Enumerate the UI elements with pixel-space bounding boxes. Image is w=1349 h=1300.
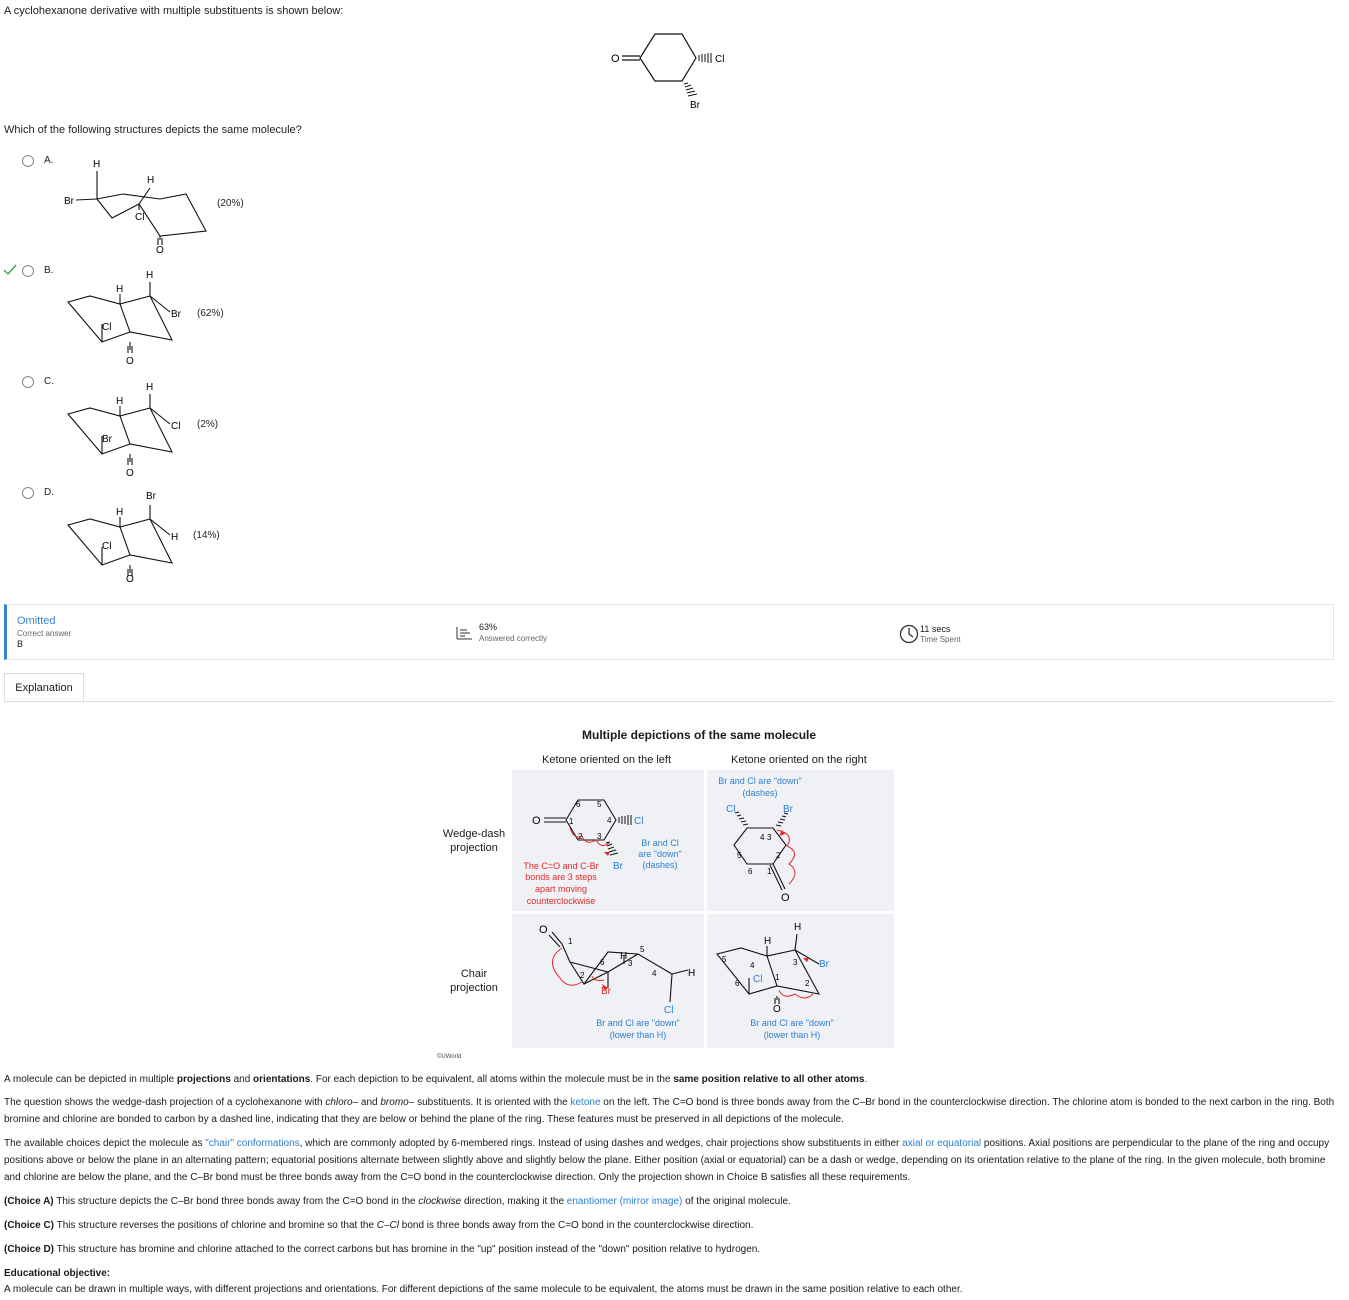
option-d-radio[interactable] [22, 487, 34, 499]
correct-answer-label: Correct answer [17, 629, 72, 638]
svg-text:H: H [688, 968, 696, 979]
svg-text:2: 2 [580, 971, 585, 980]
question-intro: A cyclohexanone derivative with multiple substituents is shown below: [4, 5, 344, 17]
svg-text:1: 1 [569, 817, 574, 826]
svg-text:H: H [620, 951, 628, 962]
bar-chart-icon [455, 625, 473, 641]
figure-col-left: Ketone oriented on the left [542, 754, 672, 766]
svg-text:Cl: Cl [664, 1005, 674, 1016]
svg-text:O: O [156, 245, 164, 256]
option-a-radio[interactable] [22, 155, 34, 167]
svg-text:Cl: Cl [171, 421, 181, 432]
svg-text:Cl: Cl [135, 212, 145, 223]
explanation-paragraph-2: The question shows the wedge-dash projection of a cyclohexanone with chloro– and bromo– substituents. It is oriented with the ketone on the left. The C=O bond is three bonds away from the C–Br bond in the counterclockwise direction. The chlorine atom is bonded to the next carbon in the ring. Both bromine and chlorine are bonded to carbon by a dashed line, indicating that they are below or behind the plane of the ring. These features must be preserved in all depictions of the molecule. [4, 1097, 1335, 1125]
correct-answer-value: B [17, 639, 24, 649]
option-d-structure[interactable] [60, 485, 200, 590]
svg-text:O: O [126, 356, 134, 367]
svg-text:counterclockwise: counterclockwise [526, 896, 596, 906]
percent-correct: 63% [479, 622, 498, 632]
axial-equatorial-link[interactable]: axial or equatorial [902, 1138, 982, 1149]
option-b-structure[interactable] [60, 262, 200, 367]
ketone-link[interactable]: ketone [570, 1097, 601, 1108]
svg-text:H: H [171, 532, 179, 543]
option-c-percent: (2%) [197, 419, 219, 430]
svg-text:5: 5 [597, 800, 602, 809]
option-c-structure[interactable] [60, 374, 200, 479]
educational-objective-text: A molecule can be drawn in multiple ways, with different projections and orientations. For different depictions of the same molecule to be equivalent, the atoms must be drawn in the same position relative to each other. [4, 1284, 963, 1295]
result-stats-bar [4, 604, 1334, 660]
svg-text:4: 4 [607, 816, 612, 825]
explanation-tab[interactable]: Explanation [4, 673, 84, 701]
chair-conformations-link[interactable]: "chair" conformations [205, 1138, 300, 1149]
svg-text:6: 6 [735, 979, 740, 988]
svg-text:(dashes): (dashes) [742, 788, 778, 798]
mol-o: O [611, 53, 620, 65]
choice-d-explanation: (Choice D) This structure has bromine and chlorine attached to the correct carbons but has bromine in the "up" position instead of the "down" position relative to hydrogen. [4, 1244, 761, 1255]
choice-c-explanation: (Choice C) This structure reverses the positions of chlorine and bromine so that the C–Cl bond is three bonds away from the C=O bond in the counterclockwise direction. [4, 1220, 754, 1231]
uworld-copyright: ©UWorld [437, 1054, 462, 1060]
svg-text:are "down": are "down" [638, 849, 682, 859]
result-status: Omitted [17, 615, 56, 627]
tab-divider [4, 701, 1334, 702]
option-c-letter: C. [44, 376, 54, 387]
check-icon [3, 264, 17, 276]
svg-text:Br: Br [819, 959, 829, 970]
svg-text:2: 2 [578, 832, 583, 841]
svg-text:(dashes): (dashes) [642, 860, 678, 870]
explanation-paragraph-1: A molecule can be depicted in multiple projections and orientations. For each depiction to be equivalent, all atoms within the molecule must be in the same position relative to all other atoms. [4, 1074, 868, 1085]
svg-text:Cl: Cl [102, 541, 112, 552]
svg-text:5: 5 [737, 851, 742, 860]
svg-text:bonds are 3 steps: bonds are 3 steps [525, 872, 597, 882]
svg-text:1: 1 [767, 867, 772, 876]
question-molecule [600, 28, 760, 114]
svg-text:1: 1 [775, 973, 780, 982]
svg-text:H: H [146, 270, 154, 281]
svg-text:H: H [93, 159, 101, 170]
svg-text:4: 4 [750, 961, 755, 970]
svg-text:Cl: Cl [753, 974, 763, 985]
svg-text:Cl: Cl [102, 322, 112, 333]
svg-text:H: H [116, 284, 124, 295]
panel-wedge-dash-right [707, 770, 894, 911]
svg-text:apart moving: apart moving [534, 884, 588, 894]
svg-text:H: H [146, 382, 154, 393]
svg-text:H: H [116, 396, 124, 407]
svg-text:O: O [126, 468, 134, 479]
svg-text:H: H [764, 936, 772, 947]
educational-objective-title: Educational objective: [4, 1268, 111, 1279]
option-b-radio[interactable] [22, 265, 34, 277]
svg-text:1: 1 [568, 937, 573, 946]
option-d-letter: D. [44, 487, 54, 498]
svg-text:3: 3 [628, 959, 633, 968]
svg-text:H: H [147, 175, 155, 186]
clock-icon [899, 624, 919, 644]
option-d-percent: (14%) [193, 530, 220, 541]
figure-row1-label: Wedge-dash projection [442, 828, 506, 854]
option-a-percent: (20%) [217, 198, 244, 209]
figure-title: Multiple depictions of the same molecule [582, 728, 817, 742]
svg-text:Cl: Cl [726, 804, 736, 815]
svg-text:Br: Br [171, 309, 181, 320]
svg-text:O: O [773, 1004, 781, 1015]
svg-text:The C=O and C-Br: The C=O and C-Br [523, 861, 599, 871]
panel-chair-left [512, 914, 704, 1048]
svg-text:Br: Br [613, 861, 623, 872]
svg-text:Br: Br [64, 196, 74, 207]
time-spent: 11 secs [920, 624, 951, 634]
option-b-letter: B. [44, 265, 54, 276]
svg-text:O: O [539, 924, 548, 936]
svg-text:(lower than H): (lower than H) [763, 1030, 821, 1040]
enantiomer-link[interactable]: enantiomer (mirror image) [566, 1196, 683, 1207]
svg-text:6: 6 [576, 800, 581, 809]
mol-cl: Cl [715, 54, 725, 65]
svg-text:5: 5 [640, 945, 645, 954]
svg-text:Br and Cl: Br and Cl [641, 838, 679, 848]
option-c-radio[interactable] [22, 376, 34, 388]
svg-text:4: 4 [760, 833, 765, 842]
svg-text:H: H [116, 507, 124, 518]
explanation-paragraph-3: The available choices depict the molecule as "chair" conformations, which are commonly adopted by 6-membered rings. Instead of using dashes and wedges, chair projections show substituents in either axial or equatorial positions. Axial positions are perpendicular to the plane of the ring and occupy positions above or below the plane in an alternating pattern; equatorial positions alternate between slightly above and slightly below the plane. Either position (axial or equatorial) can be a dash or wedge, depending on its orientation relative to the plane of the ring. In the given molecule, both bromine and chlorine are below the plane, and the C–Br bond must be three bonds away from the C=O bond in the counterclockwise direction. Only the projection shown in Choice B satisfies all these requirements. [4, 1138, 1330, 1183]
svg-text:3: 3 [597, 832, 602, 841]
svg-text:H: H [794, 922, 802, 933]
svg-text:Br: Br [601, 986, 611, 997]
panel-chair-right [707, 914, 894, 1048]
svg-text:2: 2 [776, 851, 781, 860]
svg-text:6: 6 [748, 867, 753, 876]
svg-text:4: 4 [652, 969, 657, 978]
option-a-structure[interactable] [60, 152, 215, 257]
question-prompt: Which of the following structures depicts the same molecule? [4, 124, 302, 136]
svg-text:3: 3 [793, 958, 798, 967]
percent-correct-label: Answered correctly [479, 634, 548, 643]
svg-text:Br: Br [146, 491, 156, 502]
figure-col-right: Ketone oriented on the right [731, 754, 867, 766]
svg-text:Br: Br [783, 804, 793, 815]
option-b-percent: (62%) [197, 308, 224, 319]
svg-text:Cl: Cl [634, 816, 644, 827]
svg-text:2: 2 [805, 979, 810, 988]
svg-text:Br: Br [102, 434, 112, 445]
choice-a-explanation: (Choice A) This structure depicts the C–Br bond three bonds away from the C=O bond in the clockwise direction, making it the enantiomer (mirror image) of the original molecule. [4, 1196, 791, 1207]
panel-wedge-dash-left [512, 770, 704, 911]
time-spent-label: Time Spent [920, 635, 961, 644]
svg-text:Br and Cl are "down": Br and Cl are "down" [718, 776, 802, 786]
svg-text:O: O [781, 892, 790, 904]
svg-text:5: 5 [722, 955, 727, 964]
option-a-letter: A. [44, 155, 54, 166]
svg-text:Br and Cl are "down": Br and Cl are "down" [596, 1018, 680, 1028]
svg-text:Br and Cl are "down": Br and Cl are "down" [750, 1018, 834, 1028]
svg-text:O: O [126, 574, 134, 585]
svg-text:O: O [532, 815, 541, 827]
svg-text:3: 3 [767, 833, 772, 842]
mol-br: Br [690, 100, 700, 111]
figure-row2-label: Chair projection [450, 968, 498, 994]
svg-text:(lower than H): (lower than H) [609, 1030, 667, 1040]
svg-text:6: 6 [600, 958, 605, 967]
